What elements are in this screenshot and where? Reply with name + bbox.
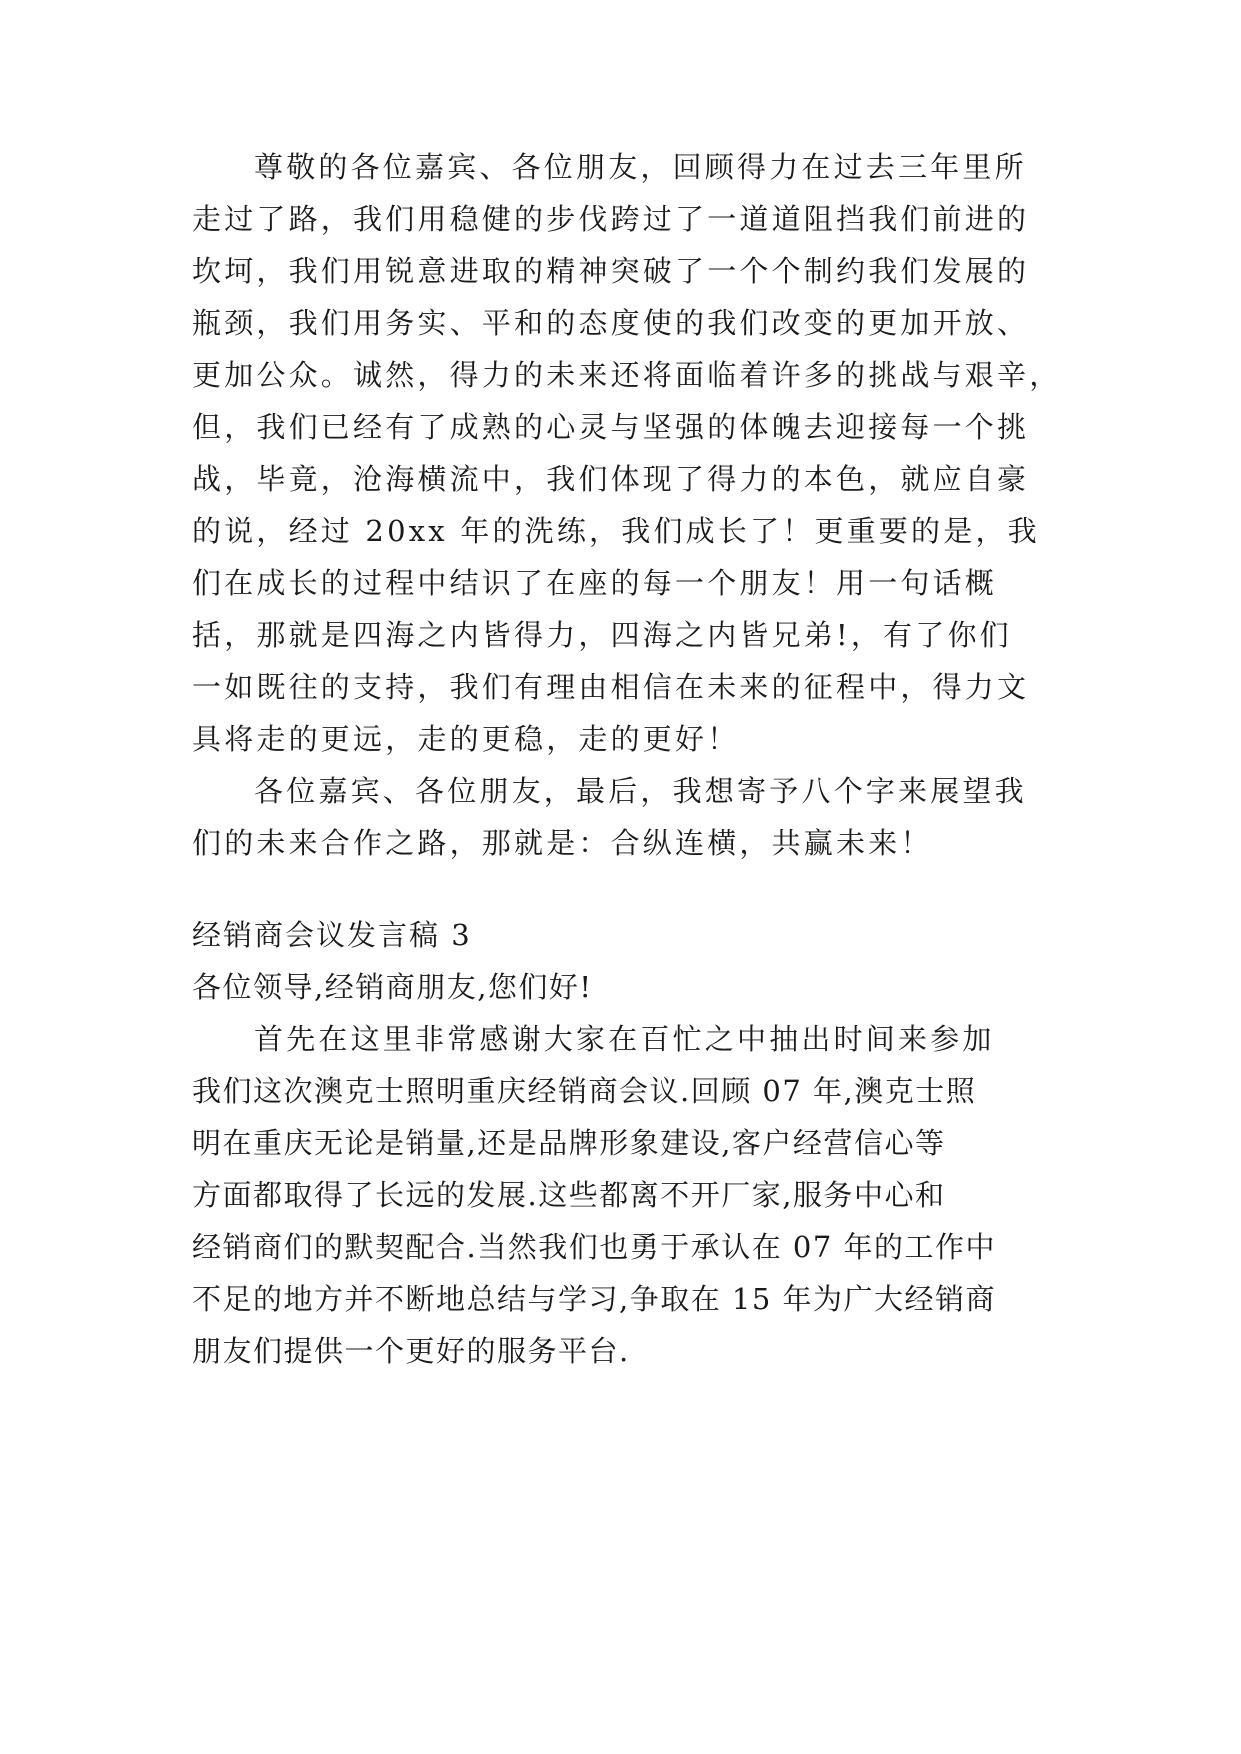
paragraph-line: 括，那就是四海之内皆得力，四海之内皆兄弟!，有了你们 [192, 618, 1012, 652]
paragraph-line: 坎坷，我们用锐意进取的精神突破了一个个制约我们发展的 [192, 254, 1030, 288]
paragraph-line: 朋友们提供一个更好的服务平台. [192, 1334, 630, 1368]
section-title: 经销商会议发言稿 3 [192, 918, 472, 952]
paragraph-line: 走过了路，我们用稳健的步伐跨过了一道道阻挡我们前进的 [192, 202, 1030, 236]
paragraph-line: 更加公众。诚然，得力的未来还将面临着许多的挑战与艰辛， [192, 358, 1062, 392]
paragraph-line: 一如既往的支持，我们有理由相信在未来的征程中，得力文 [192, 670, 1030, 704]
paragraph-line: 方面都取得了长远的发展.这些都离不开厂家,服务中心和 [192, 1178, 946, 1212]
paragraph-line: 尊敬的各位嘉宾、各位朋友，回顾得力在过去三年里所 [254, 150, 1027, 184]
paragraph-line: 具将走的更远，走的更稳，走的更好！ [192, 722, 740, 756]
greeting: 各位领导,经销商朋友,您们好! [192, 970, 593, 1004]
paragraph-line: 首先在这里非常感谢大家在百忙之中抽出时间来参加 [254, 1022, 995, 1056]
paragraph-line: 经销商们的默契配合.当然我们也勇于承认在 07 年的工作中 [192, 1230, 997, 1264]
paragraph-line: 不足的地方并不断地总结与学习,争取在 15 年为广大经销商 [192, 1282, 997, 1316]
paragraph-line: 明在重庆无论是销量,还是品牌形象建设,客户经营信心等 [192, 1126, 946, 1160]
paragraph-line: 我们这次澳克士照明重庆经销商会议.回顾 07 年,澳克士照 [192, 1074, 977, 1108]
paragraph-line: 各位嘉宾、各位朋友，最后，我想寄予八个字来展望我 [254, 774, 1027, 808]
paragraph-line: 们在成长的过程中结识了在座的每一个朋友！用一句话概 [192, 566, 998, 600]
paragraph-line: 瓶颈，我们用务实、平和的态度使的我们改变的更加开放、 [192, 306, 1030, 340]
paragraph-line: 们的未来合作之路，那就是：合纵连横，共赢未来！ [192, 826, 933, 860]
paragraph-line: 战，毕竟，沧海横流中，我们体现了得力的本色，就应自豪 [192, 462, 1030, 496]
paragraph-line: 但，我们已经有了成熟的心灵与坚强的体魄去迎接每一个挑 [192, 410, 1030, 444]
paragraph-line: 的说，经过 20xx 年的洗练，我们成长了！更重要的是，我 [192, 514, 1040, 548]
